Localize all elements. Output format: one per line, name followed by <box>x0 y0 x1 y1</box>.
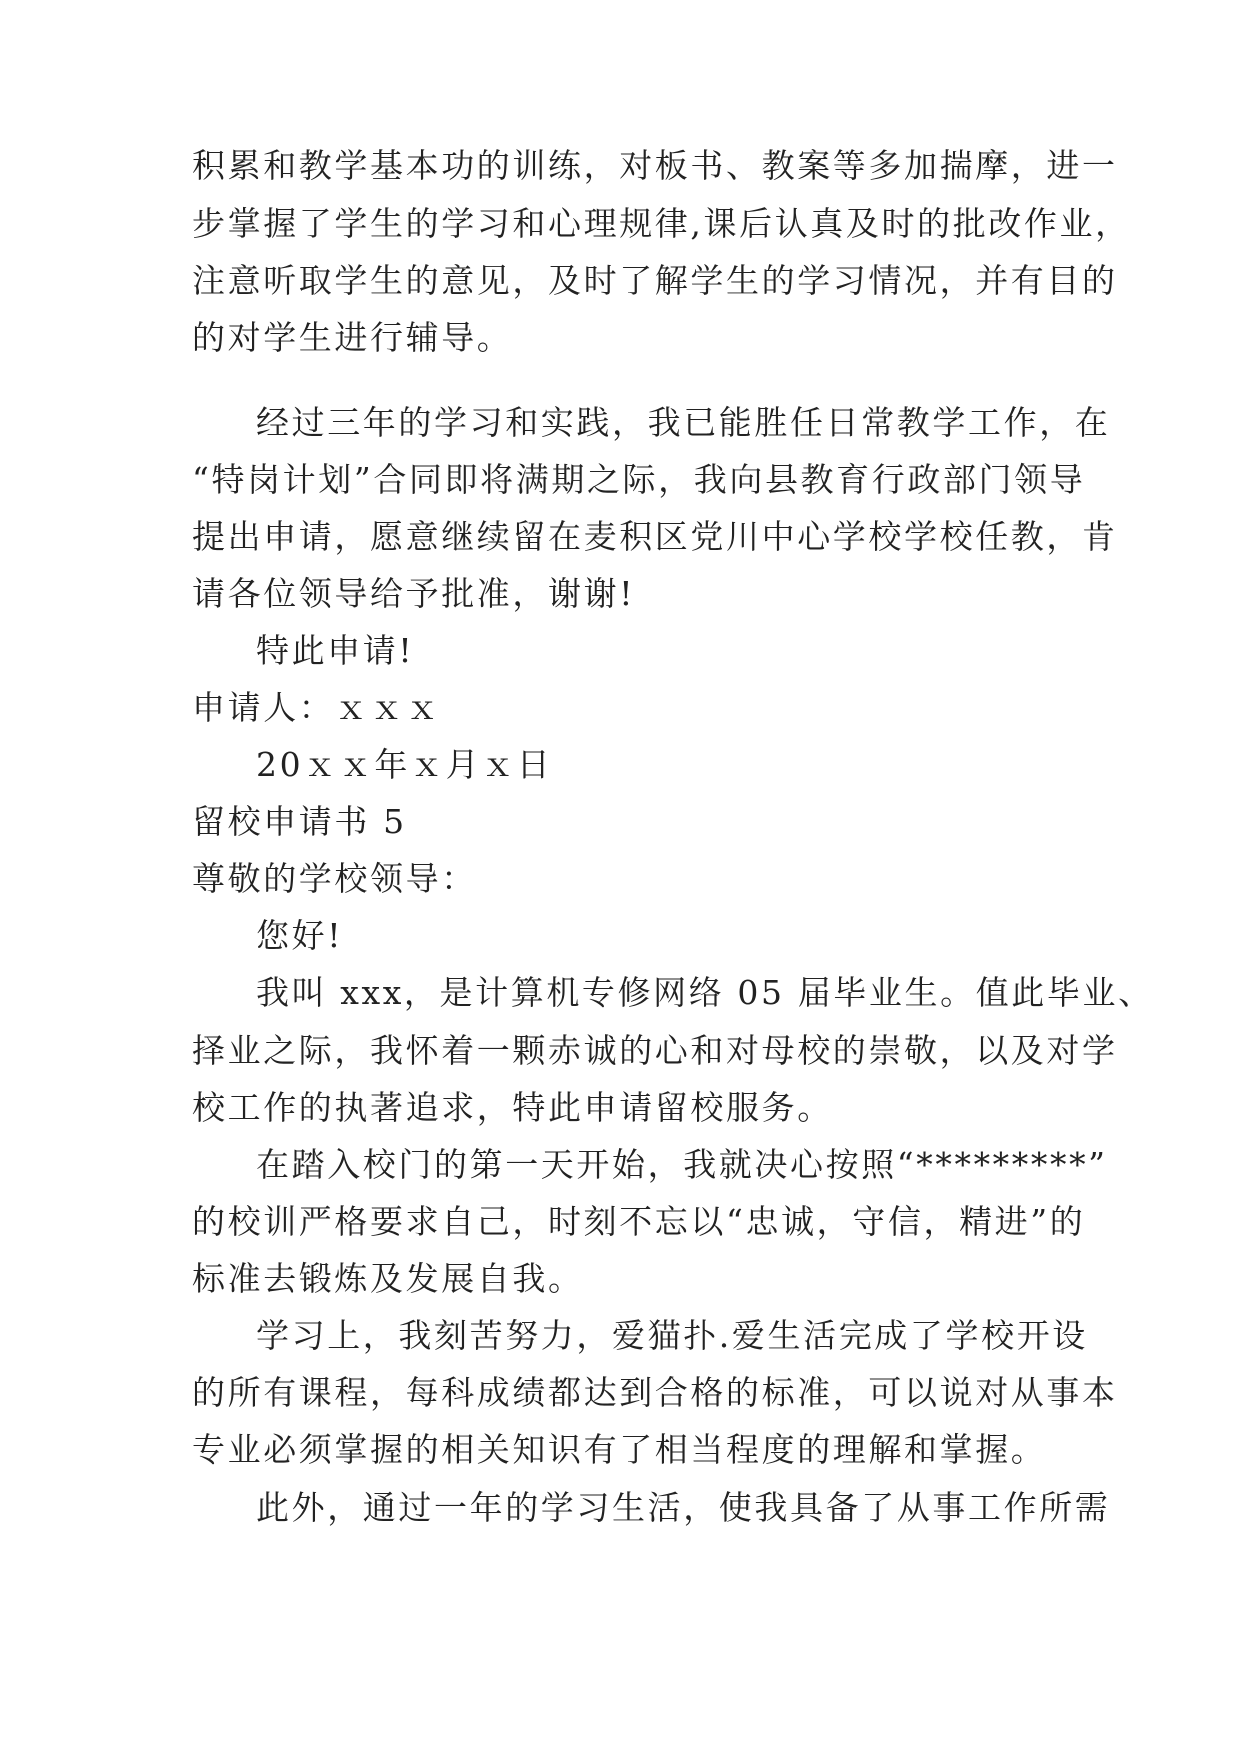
text-line: 步掌握了学生的学习和心理规律,课后认真及时的批改作业， <box>192 204 1131 243</box>
text-line: 校工作的执著追求，特此申请留校服务。 <box>192 1088 833 1127</box>
text-line: 请各位领导给予批准，谢谢! <box>192 574 636 613</box>
text-line: 您好! <box>256 916 344 955</box>
text-line: 此外，通过一年的学习生活，使我具备了从事工作所需 <box>256 1488 1111 1527</box>
text-line: 专业必须掌握的相关知识有了相当程度的理解和掌握。 <box>192 1430 1047 1469</box>
section-heading: 留校申请书 5 <box>192 802 407 841</box>
text-line: 尊敬的学校领导： <box>192 859 477 898</box>
text-line: 积累和教学基本功的训练，对板书、教案等多加揣摩，进一 <box>192 146 1118 185</box>
text-line: 提出申请，愿意继续留在麦积区党川中心学校学校任教，肯 <box>192 517 1118 556</box>
text-line: 特此申请! <box>256 631 415 670</box>
text-line: 的校训严格要求自己，时刻不忘以“忠诚，守信，精进”的 <box>192 1202 1086 1241</box>
text-line: 经过三年的学习和实践，我已能胜任日常教学工作，在 <box>256 403 1111 442</box>
text-line: 申请人：ｘｘｘ <box>192 688 442 727</box>
text-line: 20ｘｘ年ｘ月ｘ日 <box>256 745 553 784</box>
text-line: 标准去锻炼及发展自我。 <box>192 1259 584 1298</box>
text-line: 在踏入校门的第一天开始，我就决心按照“*********” <box>256 1145 1108 1184</box>
text-line: 择业之际，我怀着一颗赤诚的心和对母校的崇敬，以及对学 <box>192 1031 1118 1070</box>
text-line: 的所有课程，每科成绩都达到合格的标准，可以说对从事本 <box>192 1373 1118 1412</box>
text-line: 的对学生进行辅导。 <box>192 318 513 357</box>
text-line: “特岗计划”合同即将满期之际，我向县教育行政部门领导 <box>192 460 1086 499</box>
text-line: 注意听取学生的意见，及时了解学生的学习情况，并有目的 <box>192 261 1118 300</box>
text-line: 学习上，我刻苦努力，爱猫扑.爱生活完成了学校开设 <box>256 1316 1088 1355</box>
text-line: 我叫 xxx，是计算机专修网络 05 届毕业生。值此毕业、 <box>256 973 1154 1012</box>
